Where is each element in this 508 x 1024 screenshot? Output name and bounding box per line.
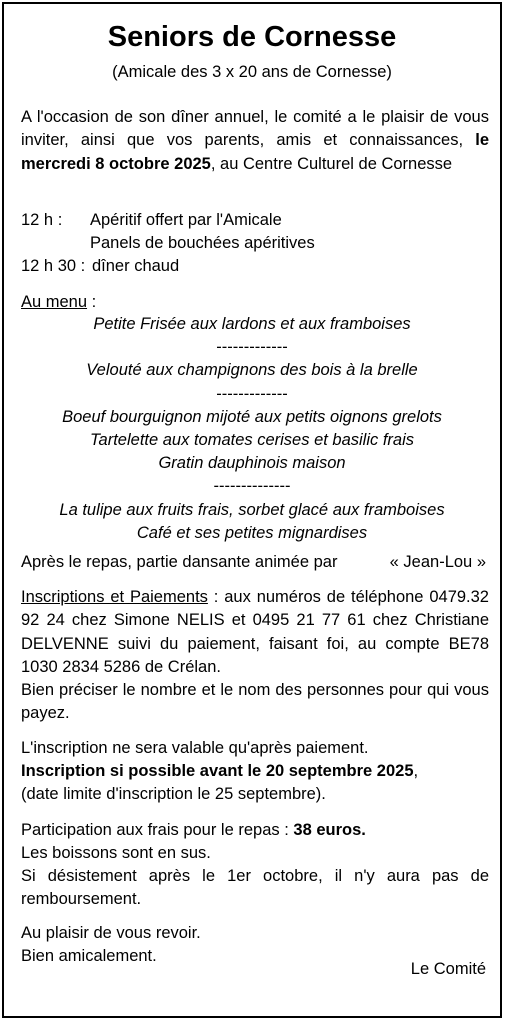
menu-label-suffix: : [87,293,97,311]
fees-line [21,819,489,842]
schedule-time-aperitif: 12 h : [21,211,63,229]
deadline-suffix: , [413,762,419,780]
schedule-diner: dîner chaud [92,257,180,275]
menu-item-starter: Petite Frisée aux lardons et aux framboises [93,315,411,333]
dance-text: Après le repas, partie dansante animée par [21,553,338,571]
dance-band: « Jean-Lou » [389,553,486,571]
deadline-limit: (date limite d'inscription le 25 septembre). [21,785,326,803]
menu-list [4,313,500,545]
menu-item-main: Boeuf bourguignon mijoté aux petits oignons grelots [62,407,442,426]
refund-line: Si désistement après le 1er octobre, il n'y aura pas de remboursement. [21,867,489,909]
fees-amount: 38 euros. [293,821,366,839]
menu-item-side-tartelette: Tartelette aux tomates cerises et basilic frais [89,430,415,449]
inscriptions-note: Bien préciser le nombre et le nom des personnes pour qui vous payez. [21,681,489,723]
menu-separator: ------------- [216,338,288,357]
signature: Le Comité [410,960,486,978]
intro-text-end: , au Centre Culturel de Cornesse [210,154,453,173]
schedule-aperitif: Apéritif offert par l'Amicale [90,211,282,229]
menu-item-side-gratin: Gratin dauphinois maison [158,454,346,473]
schedule-bouchees: Panels de bouchées apéritives [90,234,315,252]
intro-paragraph [21,106,489,176]
event-date: le mercredi 8 octobre 2025 [21,131,489,173]
drinks-line: Les boissons sont en sus. [21,844,211,862]
schedule-time-diner: 12 h 30 : [21,257,86,275]
closing-greeting: Bien amicalement. [21,947,157,965]
menu-separator: ------------- [216,384,288,403]
inscriptions-paragraph [21,586,489,679]
invitation-card [2,2,502,1018]
menu-item-coffee: Café et ses petites mignardises [136,523,368,542]
closing-line: Au plaisir de vous revoir. [21,924,201,942]
page-subtitle: (Amicale des 3 x 20 ans de Cornesse) [112,63,392,81]
menu-separator: -------------- [213,477,291,496]
menu-item-dessert: La tulipe aux fruits frais, sorbet glacé aux framboises [59,500,445,519]
deadline-line [21,760,489,783]
inscriptions-label: Inscriptions et Paiements [21,588,208,606]
page-title: Seniors de Cornesse [107,21,397,53]
intro-text-start: A l'occasion de son dîner annuel, le comité a le plaisir de vous inviter, ainsi que vos parents, amis et connaissances, [21,108,489,150]
fees-text: Participation aux frais pour le repas : [21,821,294,839]
inscriptions-text: : aux numéros de téléphone 0479.32 92 24 chez Simone NELIS et 0495 21 77 61 chez Christiane DELVENNE suivi du paiement, faisant foi, au compte BE78 1030 2834 5286 de Crélan. [21,588,489,676]
menu-label: Au menu [21,293,88,311]
validity-line: L'inscription ne sera valable qu'après paiement. [21,739,369,757]
menu-item-soup: Velouté aux champignons des bois à la brelle [86,361,418,380]
deadline-text: Inscription si possible avant le 20 septembre 2025 [21,762,414,780]
menu-heading [21,291,96,314]
